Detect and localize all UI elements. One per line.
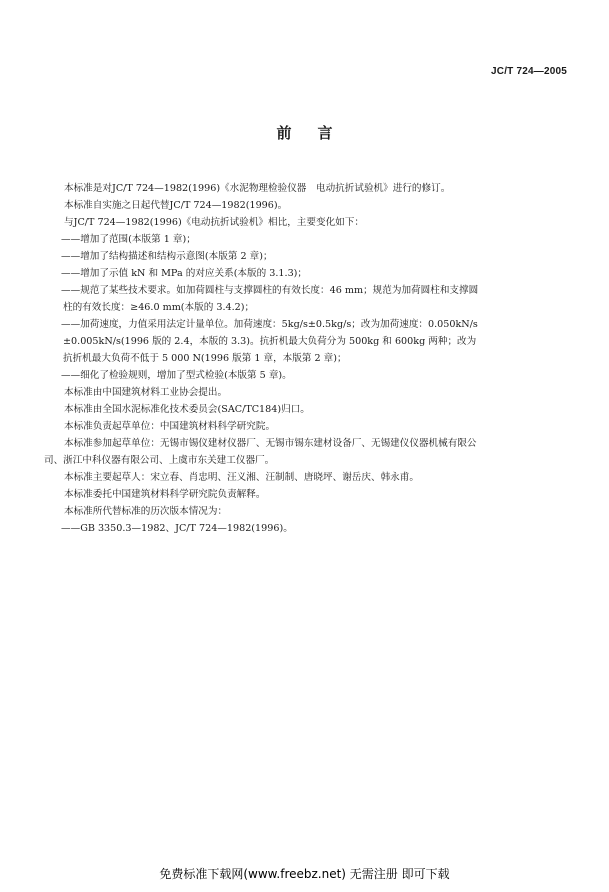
standard-code: JC/T 724—2005: [491, 66, 567, 77]
page-title: 前言: [276, 124, 359, 142]
paragraph-continuation: 司、浙江中科仪器有限公司、上虞市东关建工仪器厂。: [44, 455, 275, 466]
paragraph: 本标准参加起草单位：无锡市锡仪建材仪器厂、无锡市锡东建材设备厂、无锡建仪仪器机械有限公: [64, 438, 477, 449]
paragraph: 与JC/T 724—1982(1996)《电动抗折试验机》相比，主要变化如下：: [64, 217, 364, 228]
paragraph: 本标准所代替标准的历次版本情况为：: [64, 506, 228, 517]
list-item: ——GB 3350.3—1982、JC/T 724—1982(1996)。: [61, 523, 293, 534]
list-item: ——增加了结构描述和结构示意图(本版第 2 章)；: [61, 251, 273, 262]
list-item: ——规范了某些技术要求。如加荷圆柱与支撑圆柱的有效长度：46 mm；规范为加荷圆柱和支撑圆: [61, 285, 479, 296]
list-item: ——增加了范围(本版第 1 章)；: [61, 234, 196, 245]
download-footer-text: 免费标准下载网(www.freebz.net) 无需注册 即可下载: [159, 867, 450, 881]
list-item: ——加荷速度，力值采用法定计量单位。加荷速度：5kg/s±0.5kg/s；改为加荷速度：0.050kN/s: [61, 319, 478, 330]
paragraph: 本标准由全国水泥标准化技术委员会(SAC/TC184)归口。: [64, 404, 310, 415]
list-item: ——细化了检验规则，增加了型式检验(本版第 5 章)。: [61, 370, 292, 381]
paragraph: 本标准委托中国建筑材料科学研究院负责解释。: [64, 489, 266, 500]
list-item-continuation: ±0.005kN/s(1996 版的 2.4，本版的 3.3)。抗折机最大负荷分为 500kg 和 600kg 两种；改为: [63, 336, 477, 347]
paragraph: 本标准是对JC/T 724—1982(1996)《水泥物理检验仪器 电动抗折试验机》进行的修订。: [64, 183, 451, 194]
paragraph: 本标准负责起草单位：中国建筑材料科学研究院。: [64, 421, 276, 432]
paragraph: 本标准由中国建筑材料工业协会提出。: [64, 387, 228, 398]
list-item-continuation: 柱的有效长度：≥46.0 mm(本版的 3.4.2)；: [63, 302, 255, 313]
list-item-continuation: 抗折机最大负荷不低于 5 000 N(1996 版第 1 章，本版第 2 章)；: [63, 353, 347, 364]
list-item: ——增加了示值 kN 和 MPa 的对应关系(本版的 3.1.3)；: [61, 268, 308, 279]
document-body: [44, 180, 571, 537]
paragraph: 本标准自实施之日起代替JC/T 724—1982(1996)。: [64, 200, 288, 211]
paragraph: 本标准主要起草人：宋立春、肖忠明、汪义湘、汪制制、唐晓坪、谢岳庆、韩永甫。: [64, 472, 419, 483]
